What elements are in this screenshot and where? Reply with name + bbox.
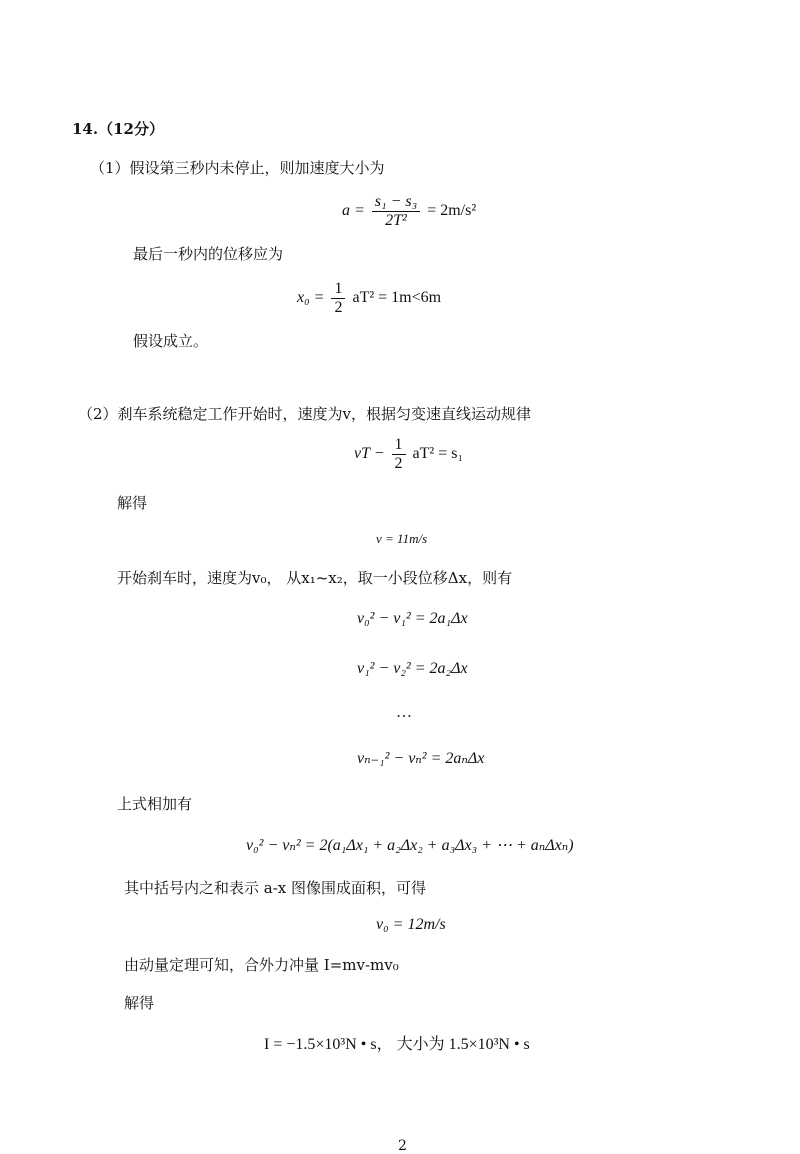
eq-x0-fraction [331, 280, 345, 317]
equation-velocity [354, 436, 463, 473]
part2-solve-label: 解得 [117, 494, 148, 512]
equation-step-1: v₀² − v₁² = 2a₁Δx [357, 610, 468, 627]
eq-a-rhs: = 2m/s² [427, 202, 477, 220]
velocity-result: v = 11m/s [376, 531, 428, 546]
eq-x0-numerator: 1 [331, 280, 345, 299]
problem-heading: 14.（12分） [72, 120, 164, 138]
area-description: 其中括号内之和表示 a-x 图像围成面积，可得 [124, 879, 427, 897]
momentum-description: 由动量定理可知，合外力冲量 I=mv-mv₀ [124, 956, 399, 974]
eq-x0-denominator: 2 [334, 299, 343, 316]
equation-step-n: vₙ₋₁² − vₙ² = 2aₙΔx [357, 750, 485, 767]
part1-intro: （1）假设第三秒内未停止，则加速度大小为 [90, 159, 385, 177]
part1-conclusion: 假设成立。 [133, 332, 209, 350]
eq-a-denominator: 2T² [385, 212, 407, 229]
equation-ellipsis: … [396, 704, 412, 721]
v0-result: v₀ = 12m/s [376, 916, 446, 933]
eq-a-lhs: a = [342, 202, 365, 220]
eq-a-fraction [372, 193, 420, 230]
eq-v-denominator: 2 [394, 455, 403, 472]
equation-acceleration [342, 193, 476, 230]
eq-a-numerator: s₁ − s₃ [372, 193, 420, 212]
part1-last-second-text: 最后一秒内的位移应为 [133, 245, 284, 263]
solve-label-2: 解得 [124, 994, 155, 1012]
impulse-result: I = −1.5×10³N • s， 大小为 1.5×10³N • s [264, 1036, 530, 1053]
eq-v-lhs: vT − [354, 445, 385, 463]
eq-v-numerator: 1 [392, 436, 406, 455]
eq-v-fraction [392, 436, 406, 473]
equation-sum: v₀² − vₙ² = 2(a₁Δx₁ + a₂Δx₂ + a₃Δx₃ + ⋯ + aₙΔxₙ) [246, 837, 574, 854]
part2-intro: （2）刹车系统稳定工作开始时，速度为v，根据匀变速直线运动规律 [78, 405, 532, 423]
eq-v-rhs: aT² = s₁ [412, 445, 464, 463]
eq-x0-lhs: x₀ = [297, 289, 325, 307]
equation-x0 [297, 280, 441, 317]
sum-description: 上式相加有 [117, 795, 193, 813]
braking-description: 开始刹车时，速度为v₀， 从x₁~x₂，取一小段位移Δx，则有 [117, 569, 513, 587]
page-number: 2 [398, 1138, 407, 1154]
equation-step-2: v₁² − v₂² = 2a₂Δx [357, 660, 468, 677]
eq-x0-rhs: aT² = 1m<6m [352, 289, 442, 307]
